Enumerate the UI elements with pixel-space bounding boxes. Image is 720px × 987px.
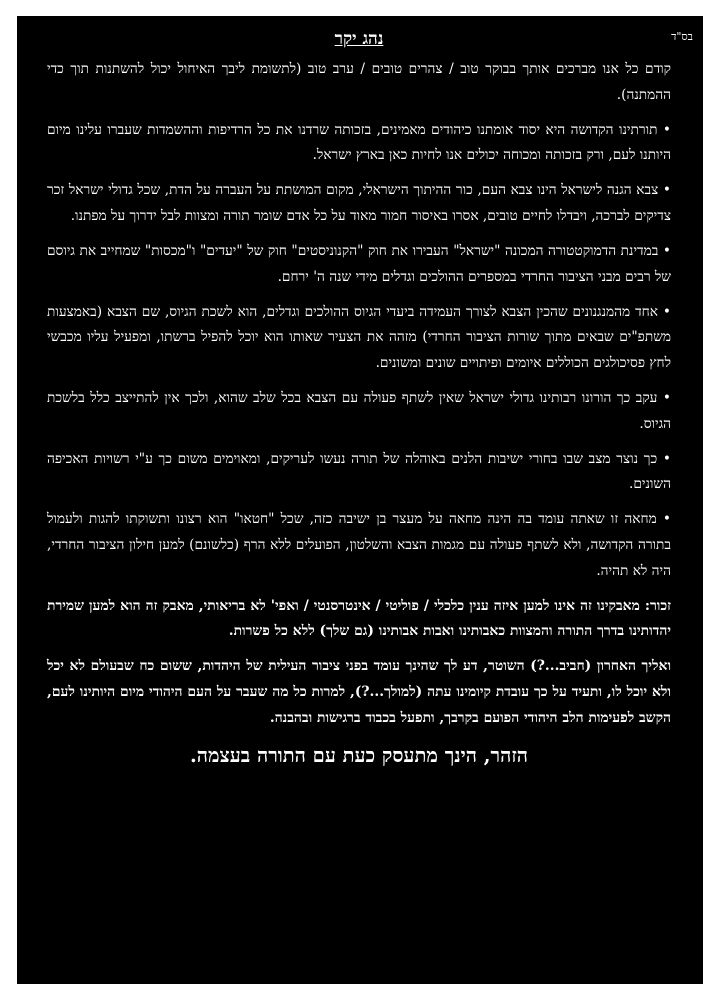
page-title: נהג יקר: [334, 29, 384, 49]
closing-line: הזהר, הינך מתעסק כעת עם התורה בעצמה.: [189, 743, 528, 767]
paragraph-remember: זכור: מאבקינו זה אינו למען איזה ענין כלכלי / פוליטי / אינטרסנטי / ואפי' לא בריאותי, מאבק זה הוא למען שמירת יהדותינו בדרך התורה והמצוות כאבותינו ואבות אבותינו (גם שלך) ללא כל פשרות.: [47, 597, 671, 640]
paragraph-army: • צבא הגנה לישראל הינו צבא העם, כור ההיתוך הישראלי, מקום המושתת על העברה על הדת, שכל גדולי ישראל זכר צדיקים לברכה, ויבדלו לחיים טובים, אסרו באיסור חמור מאוד על כל אדם שומר תורה ומצוות לבל ידרוך על מפתנו.: [47, 182, 671, 224]
paragraph-greeting: קודם כל אנו מברכים אותך בבוקר טוב / צהרים טובים / ערב טוב (לתשומת ליבך האיחול יכול להשתנות תוך כדי ההמתנה).: [47, 61, 671, 103]
paragraph-law: • במדינת הדמוקטטורה המכונה "ישראל" העבירו את חוק "הקנוניסטים" חוק של "יעדים" ו"מכסות" שמחייב את גיוסם של רבים מבני הציבור החרדי במספרים ההולכים וגדלים מידי שנה ה' ירחם.: [47, 243, 671, 285]
paragraph-policeman: ואליך האחרון (חביב...?) השוטר, דע לך שהינך עומד בפני ציבור העילית של היהדות, ששום כח שבעולם לא יכל ולא יוכל לו, ותעיד על כך עובדת קיומינו עתה (למולך...?), למרות כל מה שעבר על העם היהודי מיום היותינו לעם, הקשב לפעימות הלב היהודי הפועם בקרבך, ותפעל בכבוד ברגישות ובהבנה.: [47, 658, 671, 726]
flyer-sheet: [17, 16, 703, 984]
bsd-mark: בס"ד: [671, 30, 693, 43]
paragraph-deserters: • כך נוצר מצב שבו בחורי ישיבות הלנים באוהלה של תורה נעשו לעריקים, ומאוימים משום כך ע"י רשויות האכיפה השונים.: [47, 450, 671, 493]
paragraph-torah: • תורתינו הקדושה היא יסוד אומתנו כיהודים מאמינים, בזכותה שרדנו את כל הרדיפות וההשמדות שעברו עלינו מיום היותנו לעם, ורק בזכותה ומכוחה יכולים אנו לחיות כאן בארץ ישראל.: [47, 121, 671, 164]
paragraph-rabbis-ruling: • עקב כך הורונו רבותינו גדולי ישראל שאין לשתף פעולה עם הצבא בכל שלב שהוא, ולכך אין להתייצב כלל בלשכת הגיוס.: [47, 390, 671, 432]
paragraph-protest: • מחאה זו שאתה עומד בה הינה מחאה על מעצר בן ישיבה כזה, שכל "חטאו" הוא רצונו ותשוקתו להגות ולעמול בתורה הקדושה, ולא לשתף פעולה עם מגמות הצבא והשלטון, הפועלים ללא הרף (כלשונם) למען חילון הציבור החרדי, היה לא תהיה.: [47, 511, 671, 579]
paragraph-recruitment-office: • אחד מהמנגנונים שהכין הצבא לצורך העמידה ביעדי הגיוס ההולכים וגדלים, הוא לשכת הגיוס, שם הצבא (באמצעות משתפ"ים שבאים מתוך שורות הציבור החרדי) מזהה את הצעיר שאותו הוא יוכל להפיל ברשתו, ומפעיל עליו מכבשי לחץ פסיכולגים הכוללים איומים ופיתויים שונים ומשונים.: [47, 303, 671, 371]
